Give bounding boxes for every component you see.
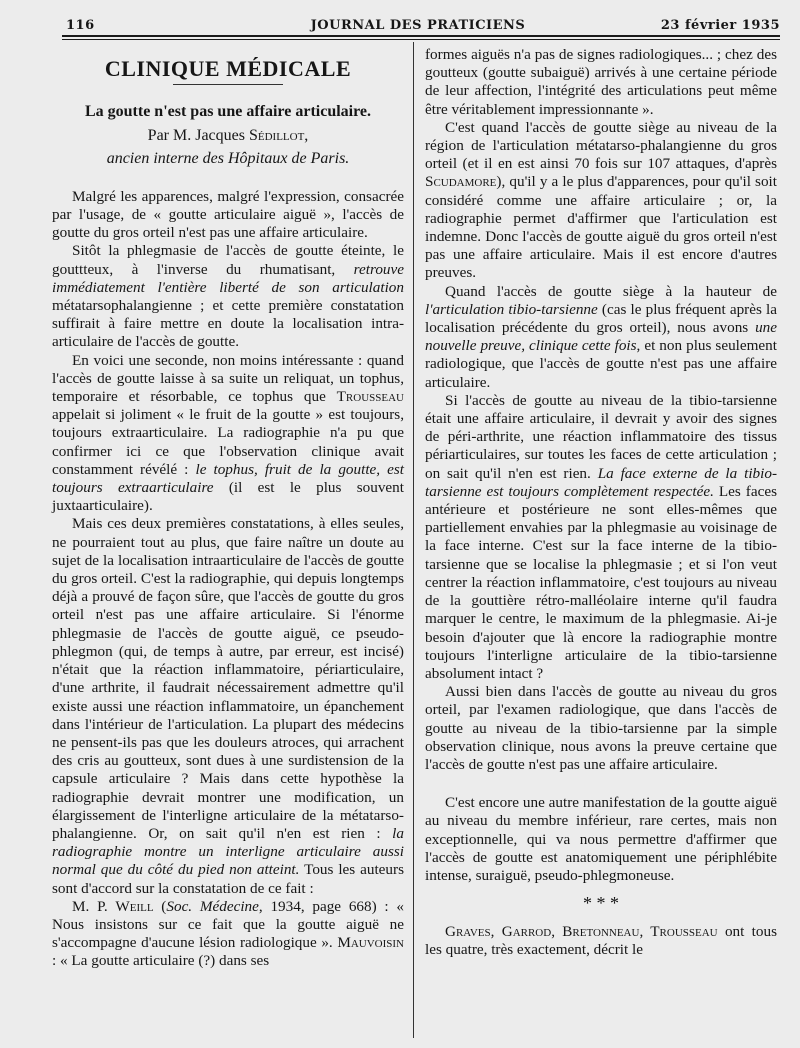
paragraph: formes aiguës n'a pas de signes radiologiques... ; chez des goutteux (goutte subaiguë) arrivés à une certaine période de leur affection, l'intégrité des articulations peut même être véritablement impressionnante ».: [425, 46, 777, 118]
paragraph: Graves, Garrod, Bretonneau, Trousseau ont tous les quatre, très exactement, décrit le: [425, 923, 777, 959]
cited-author: Trousseau: [336, 388, 404, 406]
emphasis: une nouvelle preuve, clinique cette fois: [425, 319, 777, 355]
header-rule-thick: [62, 35, 780, 37]
article-author: [52, 127, 404, 145]
header-rule-thin: [62, 39, 780, 40]
cited-authors: Graves, Garrod, Bretonneau, Trousseau: [445, 923, 718, 941]
paragraph: Quand l'accès de goutte siège à la hauteur de l'articulation tibio-tarsienne (cas le plus fréquent après la localisation précédente du gros orteil), nous avons une nouvelle preuve, clinique cette fois, et non plus seulement radiologique, que l'accès de goutte n'est pas une affaire articulaire.: [425, 282, 777, 391]
paragraph: Aussi bien dans l'accès de goutte au niveau du gros orteil, par l'examen radiologique, que dans l'accès de goutte au niveau de la tibio-tarsienne par la simple observation clinique, nous avons la preuve certaine que l'accès de goutte n'est pas une affaire articulaire.: [425, 683, 777, 773]
paragraph: M. P. Weill (Soc. Médecine, 1934, page 668) : « Nous insistons sur ce fait que la goutte aiguë ne s'accompagne d'aucune lésion radiologique ». Mauvoisin : « La goutte articulaire (?) dans ses: [52, 897, 404, 970]
page-number: 116: [66, 18, 95, 33]
emphasis: le tophus, fruit de la goutte, est toujours extraarticulaire: [52, 460, 405, 497]
emphasis: l'articulation tibio-tarsienne: [425, 300, 598, 318]
author-name: Sédillot,: [248, 127, 309, 145]
citation-source: Soc. Médecine: [166, 897, 259, 915]
paragraph: Malgré les apparences, malgré l'expression, consacrée par l'usage, de « goutte articulaire aiguë », l'accès de goutte du gros orteil n'est pas une affaire articulaire.: [52, 187, 404, 242]
paragraph: En voici une seconde, non moins intéressante : quand l'accès de goutte laisse à sa suite un reliquat, un tophus, temporaire et résorbable, ce tophus que Trousseau appelait si joliment « le fruit de la goutte » est toujours, toujours extraarticulaire. La radiographie n'a pu que confirmer ici ce que l'observation clinique avait constamment révélé : le tophus, fruit de la goutte, est toujours extraarticulaire (il est le plus souvent juxtaarticulaire).: [52, 351, 405, 515]
cited-author: Weill: [115, 897, 154, 915]
emphasis: La face externe de la tibio-tarsienne est toujours complètement respectée.: [425, 464, 778, 500]
cited-author: Mauvoisin: [337, 934, 404, 952]
article-title: La goutte n'est pas une affaire articulaire.: [84, 103, 372, 121]
paragraph: Si l'accès de goutte au niveau de la tibio-tarsienne était une affaire articulaire, il devrait y avoir des signes de péri-arthrite, une réaction inflammatoire des tissus périarticulaires, sur toutes les faces de cette articulation ; on sait qu'il n'en est rien. La face externe de la tibio-tarsienne est toujours complètement respectée. Les faces antérieure et postérieure ne sont elles-mêmes que partiellement envahies par la phlegmasie au voisinage de la face interne. C'est sur la face interne de la tibio-tarsienne que se localise la phlegmasie ; et si l'on veut centrer la réaction inflammatoire, c'est toujours au niveau de la gouttière rétro-malléolaire interne qu'il faudra marquer le centre, le maximum de la phlegmasie. Ai-je besoin d'ajouter que là encore la radiographie montre toujours l'interligne articulaire de la tibio-tarsienne absolument intact ?: [425, 391, 778, 682]
author-affiliation: ancien interne des Hôpitaux de Paris.: [106, 149, 350, 167]
paragraph: Mais ces deux premières constatations, à elles seules, ne pourraient tout au plus, que faire naître un doute au sujet de la localisation intraarticulaire de l'accès de goutte du gros orteil. C'est la radiographie, qui depuis longtemps déjà a prouvé de façon sûre, que l'accès de goutte du gros orteil n'est pas une affaire articulaire. Si l'énorme phlegmasie de l'accès de goutte aiguë, ce pseudo-phlegmon (qui, de temps à autre, par erreur, est incisé) n'était que la réaction inflammatoire, périarticulaire, d'une arthrite, il faudrait nécessairement admettre qu'il existe aussi une réaction inflammatoire, un épanchement dans l'intérieur de l'articulation. La plupart des médecins ne pensent-ils pas que les douleurs atroces, qui arrachent des cris au goutteux, sont dues à une surdistension de la capsule articulaire ? Mais dans cette hypothèse la radiographie devrait montrer une modification, un élargissement de l'interligne articulaire de la métatarso-phalangienne. Or, on sait qu'il n'en est rien : la radiographie montre un interligne articulaire aussi normal que du côté du pied non atteint. Tous les auteurs sont d'accord sur la constatation de ce fait :: [52, 515, 404, 897]
right-column: [425, 46, 777, 960]
section-title: CLINIQUE MÉDICALE: [52, 60, 404, 85]
left-column: [52, 46, 404, 971]
journal-title: JOURNAL DES PRATICIENS: [310, 18, 526, 33]
author-prefix: Par M. Jacques: [147, 127, 249, 145]
paragraph: C'est quand l'accès de goutte siège au niveau de la région de l'articulation métatarso-phalangienne du gros orteil (et il en est ainsi 70 fois sur 107 attaques, d'après Scudamore), qu'il y a le plus d'apparences, pour qu'il soit considéré comme une affaire articulaire ; or, la radiographie permet d'affirmer que l'articulation est indemne. Donc l'accès de goutte aiguë du gros orteil n'est pas une affaire articulaire. Mais il est encore d'autres preuves.: [425, 118, 777, 282]
column-divider: [413, 42, 414, 1038]
emphasis: retrouve immédiatement l'entière liberté de son articulation: [52, 260, 404, 296]
issue-date: 23 février 1935: [660, 18, 780, 33]
emphasis: la radiographie montre un interligne articulaire aussi normal que du côté du pied non atteint.: [52, 824, 404, 879]
paragraph: Sitôt la phlegmasie de l'accès de goutte éteinte, le gouttteux, à l'inverse du rhumatisant, retrouve immédiatement l'entière liberté de son articulation métatarsophalangienne ; et cette première constatation suffirait à faire mettre en doute la localisation intra-articulaire de l'accès de goutte.: [52, 242, 404, 351]
spacer: [425, 774, 777, 794]
cited-author: Scudamore: [425, 173, 497, 191]
paragraph: C'est encore une autre manifestation de la goutte aiguë au niveau du membre inférieur, rare certes, mais non exceptionnelle, qui va nous permettre d'affirmer que l'accès de goutte est anatomiquement une périphlébite intense, suraiguë, pseudo-phlegmoneuse.: [425, 794, 777, 884]
running-header: [56, 12, 780, 36]
section-separator: * * *: [583, 893, 619, 914]
